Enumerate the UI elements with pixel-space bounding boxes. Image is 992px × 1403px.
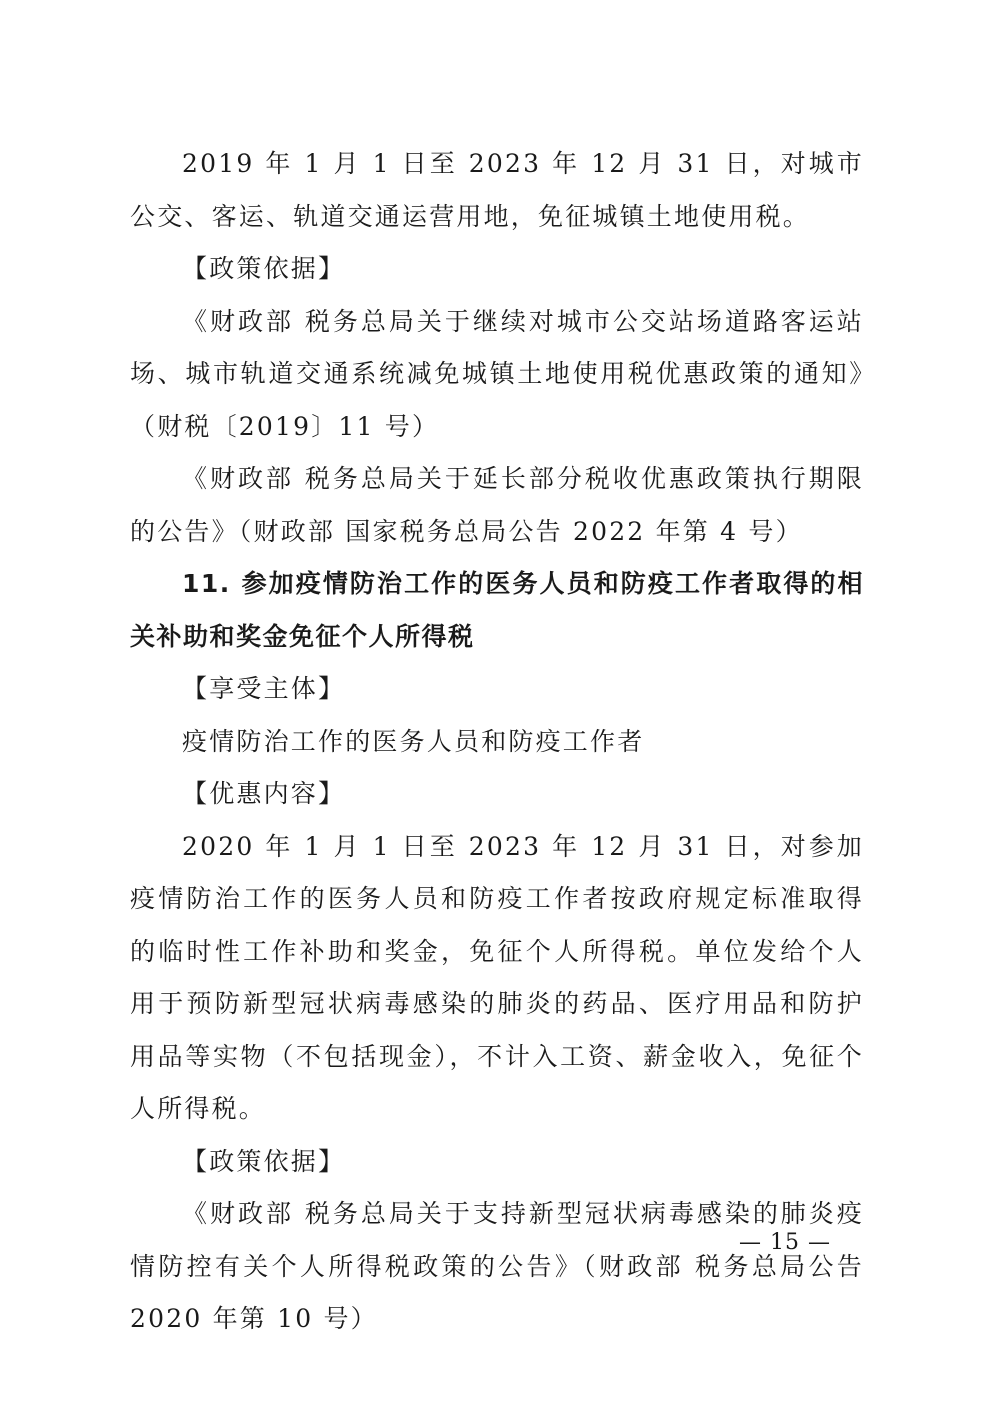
page-number: — 15 — [739,1230,831,1255]
paragraph-beneficiary: 疫情防治工作的医务人员和防疫工作者 [182,726,645,756]
section-heading-11: 11. 参加疫情防治工作的医务人员和防疫工作者取得的相关补助和奖金免征个人所得税 [130,569,864,651]
paragraph-land-tax-exemption: 2019 年 1 月 1 日至 2023 年 12 月 31 日，对城市公交、客运、轨道交通运营用地，免征城镇土地使用税。 [130,149,864,231]
section-tag-beneficiary: 【享受主体】 [182,674,346,703]
paragraph-policy-announcement: 《财政部 税务总局关于延长部分税收优惠政策执行期限的公告》（财政部 国家税务总局公告 2022 年第 4 号） [130,464,864,546]
section-tag-preferential-content: 【优惠内容】 [182,779,346,808]
section-tag-policy-basis: 【政策依据】 [182,254,346,283]
section-tag-policy-basis-2: 【政策依据】 [182,1146,346,1176]
paragraph-policy-covid-announcement: 《财政部 税务总局关于支持新型冠状病毒感染的肺炎疫情防控有关个人所得税政策的公告》（财政部 税务总局公告 2020 年第 10 号） [130,1199,864,1333]
paragraph-policy-notice: 《财政部 税务总局关于继续对城市公交站场道路客运站场、城市轨道交通系统减免城镇土地使用税优惠政策的通知》（财税〔2019〕11 号） [130,306,864,441]
document-body [130,138,864,1346]
paragraph-preferential-content: 2020 年 1 月 1 日至 2023 年 12 月 31 日，对参加疫情防治工作的医务人员和防疫工作者按政府规定标准取得的临时性工作补助和奖金，免征个人所得税。单位发给个人用于预防新型冠状病毒感染的肺炎的药品、医疗用品和防护用品等实物（不包括现金），不计入工资、薪金收入，免征个人所得税。 [130,831,864,1123]
